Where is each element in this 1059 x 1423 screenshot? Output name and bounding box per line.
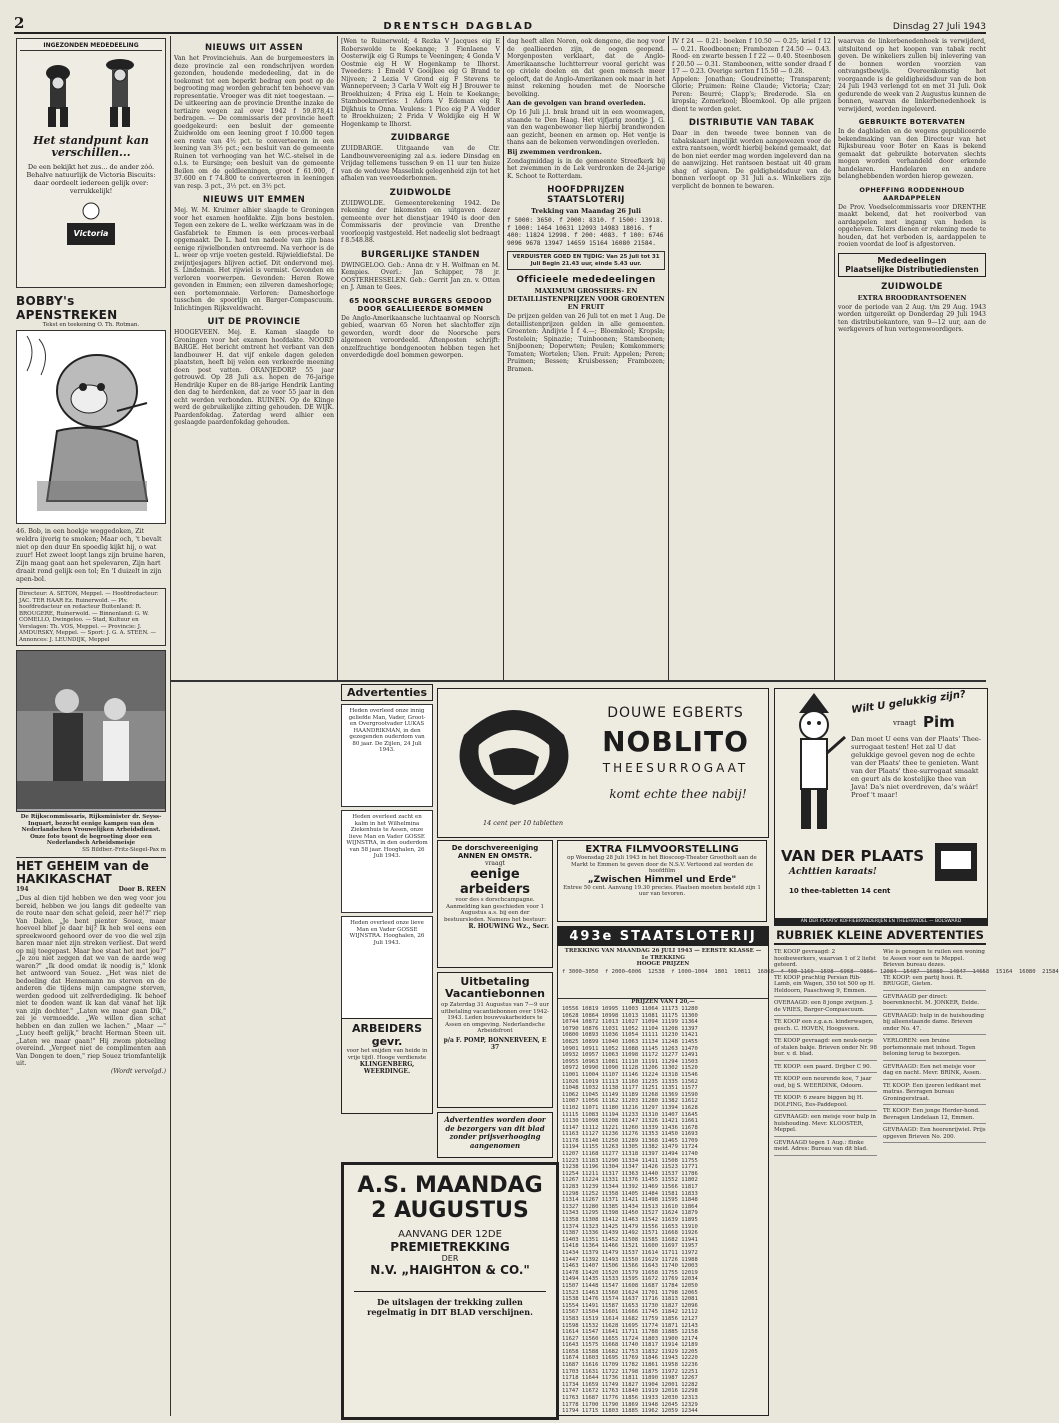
- haighton-line1: A.S. MAANDAG: [357, 1173, 543, 1198]
- column-rule: [834, 36, 835, 680]
- bobby-verse: 46. Bob, in een hoekje weggedoken, Zit weldra ijverig te smoken; Maar och, 't bevalt niet op den duur En spoedig kijkt hij, o wat zuur! Het zweet loopt langs zijn bruine haren, Zijn maag gaat aan het spelevaren, Zijn hart draait rond gelijk een tol; En 'I duizelt in zijn apen-bol.: [16, 527, 166, 583]
- uitbetaling-sign: p/a F. POMP, BONNERVEEN, E 37: [443, 1036, 547, 1051]
- classified-ad: GEVRAAGD: Een heerenrijwiel. Prijs opgeven Brieven No. 200.: [883, 1126, 986, 1143]
- victoria-text: De een bekijkt het zus... de ander zóó. Behalve natuurlijk de Victoria Biscuits: daar oordeelt iedereen gelijk over: verrukkelijk!: [26, 163, 156, 195]
- serial-block: [16, 857, 166, 1075]
- classified-ad: GEVRAAGD: Een net meisje voor dag en nacht. Mevr. BRINK, Assen.: [883, 1063, 986, 1080]
- heading-hoofdprijzen: HOOFDPRIJZEN STAATSLOTERIJ: [547, 185, 625, 205]
- loterij-number-grid: 10556 10819 10995 11003 11064 11173 11280 10628 10864 10998 11013 11081 11175 11300 10744 10872 11013 11027 11094 11199 11364 10790 10876 11031 11052 11104 11208 11397 10800 10893 11036 11054 11111 11230 11421 10825 10899 11040 11063 11134 11248 11455 10901 10911 11052 11088 11145 11263 11470 10932 10957 11063 11098 11172 11277 11491 10955 10963 11081 11110 11191 11294 11503 10972 10990 11090 11128 11206 11302 11520 11001 11004 11107 11146 11224 11318 11546 11026 11019 11113 11160 11235 11335 11562 11048 11032 11138 11177 11251 11351 11577 11062 11045 11149 11189 11268 11369 11590 11087 11056 11162 11203 11280 11382 11612 11102 11071 11180 11216 11297 11394 11628 11115 11083 11194 11233 11310 11407 11645 11130 11098 11208 11247 11326 11421 11661 11147 11112 11221 11260 11339 11436 11678 11163 11127 11236 11276 11353 11450 11693 11178 11140 11250 11289 11368 11465 11709 11194 11155 11263 11305 11382 11479 11724 11207 11168 11277 11318 11397 11494 11740 11223 11183 11290 11334 11411 11508 11755 11238 11196 11304 11347 11426 11523 11771 11254 11211 11317 11363 11440 11537 11786 11267 11224 11331 11376 11455 11552 11802 11283 11239 11344 11392 11469 11566 11817 11298 11252 11358 11405 11484 11581 11833 11314 11267 11371 11421 11498 11595 11848 11327 11280 11385 11434 11513 11610 11864 11343 11295 11398 11450 11527 11624 11879 11358 11308 11412 11463 11542 11639 11895 11374 11323 11425 11479 11556 11653 11910 11387 11336 11439 11492 11571 11668 11926 11403 11351 11452 11508 11585 11682 11941 11418 11364 11466 11521 11600 11697 11957 11434 11379 11479 11537 11614 11711 11972 11447 11392 11493 11550 11629 11726 11988 11463 11407 11506 11566 11643 11740 12003 11478 11420 11520 11579 11658 11755 12019 11494 11435 11533 11595 11672 11769 12034 11507 11448 11547 11608 11687 11784 12050 11523 11463 11560 11624 11701 11798 12065 11538 11476 11574 11637 11716 11813 12081 11554 11491 11587 11653 11730 11827 12096 11567 11504 11601 11666 11745 11842 12112 11583 11519 11614 11682 11759 11856 12127 11598 11532 11628 11695 11774 11871 12143 11614 11547 11641 11711 11788 11885 12158 11627 11560 11655 11724 11803 11900 12174 11643 11575 11668 11740 11817 11914 12189 11658 11588 11682 11753 11832 11929 12205 11674 11603 11695 11769 11846 11943 12220 11687 11616 11709 11782 11861 11958 12236 11703 11631 11722 11798 11875 11972 12251 11718 11644 11736 11811 11890 11987 12267 11734 11659 11749 11827 11904 12001 12282 11747 11672 11763 11840 11919 12016 12298 11763 11687 11776 11856 11933 12030 12313 11778 11700 11790 11869 11948 12045 12329 11794 11715 11803 11885 11962 12059 12344: [562, 1006, 698, 1415]
- pim-price: 10 thee-tabletten 14 cent: [789, 887, 891, 895]
- kleine-advertenties: [774, 928, 986, 1414]
- pim-brand: VAN DER PLAATS: [781, 847, 925, 865]
- serial-number: 194: [16, 886, 29, 893]
- loterij-hooge-list: f 3000—3050 f 2000—6006 12538 f 1000—1004 1801 10811 16868 f 400—1160 1598 6968 9866 12084 15487 16080 14047 14658 15164 16080 21584: [558, 968, 768, 999]
- article-maximum-prijzen: De prijzen gelden van 26 Juli tot en met 1 Aug. De detaillistenprijzen gelden in alle gemeenten. Groenten: Andijvie I f 4.—; Bloemkool; Kropsla; Postelein; Spinazie; Tuinboonen; Stamboonen; Snijboonen; Doperwten; Peulen; Komkommers; Tomaten; Wortelen; Uien. Fruit: Appelen; Peren; Pruimen; Bessen; Kruisbessen; Frambozen; Bramen.: [507, 313, 665, 373]
- haighton-footer: De uitslagen der trekking zullen regelmatig in DIT BLAD verschijnen.: [354, 1291, 546, 1317]
- victoria-brand: Victoria: [73, 229, 109, 238]
- loterij-title: 493e STAATSLOTERIJ: [558, 927, 768, 946]
- noblito-subtitle: THEESURROGAAT: [602, 761, 749, 775]
- heading-verdronken: Bij zwemmen verdronken.: [507, 147, 602, 156]
- victoria-ad: [16, 38, 166, 288]
- haighton-line3: AANVANG DER 12DE: [398, 1229, 502, 1240]
- article-aardappelen: De Prov. Voedselcommissaris voor DRENTHE maakt bekend, dat het rooiverbod van aardappelen met ingang van heden is opgeheven. Telers dienen er rekening mede te houden, dat het verboden is, aardappelen te rooien voordat de loof is afgestorven.: [838, 203, 986, 248]
- pim-name: Pim: [923, 713, 955, 731]
- heading-noorsche-burgers: 65 NOORSCHE BURGERS GEDOOD DOOR GEALLIEERDE BOMMEN: [349, 296, 492, 313]
- colofon: Directeur: A. SETON, Meppel. — Hoofdredacteur: JAC. TER HAAR Ez. Ruinerwold. — Plv. hoofdredacteur en redacteur Buitenland: R. BROUGERE, Ruinerwold. — Binnenland: G. W. COMELLO, Dwingeloo. — Stad, Kultuur en Verslagen: Th. VOS, Meppel. — Provincie: J. AMDURSKY, Meppel. — Sport: J. G. A. STEEN. — Annonces: J. LEUNDIJK, Meppel: [16, 588, 166, 646]
- distributie-subtitle: Plaatselijke Distributiediensten: [845, 264, 979, 274]
- classified-ad: TE KOOP: een partij hooi. R. BRUGGE, Gieten.: [883, 974, 986, 991]
- bobby-title: BOBBY's APENSTREKEN: [16, 294, 118, 322]
- tabak-vervolg: waarvan de linkerbenedenhoek is verwijderd, uitsluitend op het koopen van tabak recht geven. De winkeliers zullen bij inlevering van de bonnen worden voorzien van ontvangstbewijs. Overeenkomstig het voorgaande is de geldigheidsduur van de bon 24 Juli 1943 verlengd tot en met 31 Juli. Ook gedurende de week van 2 Augustus kunnen de bonnen, waarvan de linkerbenedenhoek is verwijderd, worden ingeleverd.: [838, 38, 986, 113]
- haighton-ad: [341, 1162, 559, 1420]
- heading-zuidwolde-brood: ZUIDWOLDE: [881, 281, 943, 292]
- article-broodrantsoenen: voor de periode van 2 Aug. t/m 29 Aug. 1943 worden uitgereikt op Donderdag 29 Juli 1943 ten distributiekantore, van 9—12 uur, aan de werkgevers of hun vertegenwoordigers.: [838, 303, 986, 333]
- page-header: [14, 14, 986, 34]
- haighton-line4: PREMIETREKKING: [390, 1240, 510, 1254]
- advertenties-title: Advertenties: [341, 684, 433, 701]
- uitbetaling-title: Uitbetaling Vacantiebonnen: [445, 975, 545, 1000]
- pim-ad: [774, 688, 988, 926]
- loterij-subtitle: TREKKING VAN MAANDAG 26 JULI 1943 — EERSTE KLASSE — 1e TREKKING: [564, 948, 762, 961]
- uitbetaling-ad: [437, 972, 553, 1108]
- bezorgers-text: Advertenties worden door de bezorgers van dit blad zonder prijsverhooging aangenomen: [444, 1115, 546, 1150]
- classified-ad: TE KOOP gevraagd: een neuk-nerje of stalen bakje. Brieven onder Nr. 98 bur. v. d. blad.: [774, 1037, 877, 1061]
- dorsch-title: De dorschvereeniging ANNEN EN OMSTR.: [451, 844, 539, 860]
- pim-question: Wilt U gelukkig zijn?: [850, 689, 967, 716]
- classified-ad: TE KOOP: Een ijzeren ledikant met matras. Bevragen bureau Groningerstraat.: [883, 1082, 986, 1106]
- rubriek-list: [774, 948, 986, 1156]
- arbeiders-title: ARBEIDERS gevr.: [351, 1022, 422, 1048]
- article-provincie: HOOGEVEEN. Mej. E. Kaman slaagde te Groningen voor het examen hoofdakte. NOORD BARGE. Het bericht omtrent het verbant van den landbouwer H. dat vijf enkele dagen geleden plaatsten, heeft bij velen een verkeerde meening doen post vatten. ORANJEDORP. 55 jaar getrouwd. Op 28 Juli a.s. hopen de 76-jarige Hendrikje Kuper en de 88-jarige Hendrik Lanting den dag te herdenken, dat ze voor 55 jaar in den echt werden verbonden. RUINEN. Op de Klinge werd de gebruikelijke zitting gehouden. DE WIJK. Paardenfokdag. Zaterdag werd alhier een geslaagde paardenfokdag gehouden.: [174, 329, 334, 426]
- film-text: op Woensdag 28 Juli 1943 in het Bioscoop-Theater Grootholt aan de Markt te Emmen te geven door de N.S.V. Vertoond zal worden de hoofdfilm: [567, 855, 757, 874]
- masthead: DRENTSCH DAGBLAD: [383, 21, 535, 32]
- heading-tabak: DISTRIBUTIE VAN TABAK: [688, 118, 815, 128]
- classified-ad: TE KOOP: 6 zware biggen bij H. DOLFING, Ees-Paddepool.: [774, 1094, 877, 1111]
- heading-zuidbarge: ZUIDBARGE: [390, 133, 451, 143]
- pim-footer: AN DER PLAATS' KOFFIEBRANDERIJEN EN THEEHANDEL — BOLSWARD: [775, 918, 987, 925]
- serial-continued: (Wordt vervolgd.): [110, 1067, 166, 1075]
- noblito-ad: [437, 688, 769, 838]
- arbeiders-ad: [341, 1018, 433, 1114]
- verduister-box: VERDUISTER GOED EN TIJDIG: Van 25 Juli tot 31 Juli Begin 21.43 uur, einde 5.43 uur.: [507, 251, 665, 270]
- pim-slogan: Achttien karaats!: [789, 867, 877, 877]
- heading-provincie: UIT DE PROVINCIE: [207, 317, 301, 327]
- film-entree: Entree 50 cent. Aanvang 19.30 precies. Plaatsen moeten besteld zijn 1 uur van tevoren.: [563, 884, 761, 897]
- column-6: [838, 38, 986, 678]
- haighton-line6: N.V. „HAIGHTON & CO.": [370, 1263, 530, 1277]
- family-notices: [341, 684, 433, 1014]
- classified-ad: GEVRAAGD tegen 1 Aug.: flinke meid. Adres: Bureau van dit blad.: [774, 1139, 877, 1156]
- paardenfok-results: [Wen te Ruinerwold; 4 Rezka V Jacques eig E Roberswolde te Koekange; 3 Fienlaene V Oosterwijk eig G Rumps te Veeningen; 4 Gonda V Oostmie eig H W Hogenkamp te Ilhorst. Tweeders: 1 Emeld V Gooijkee eig G Brand te Nijveen; 2 Lezia V Grond eig F Stevens te Wanneperveen; 3 Carla V Wolt eig H J Brouwer te Broekhuizen; 4 Frixa eig L Hein te Koekange; Stamboekmerries: 1 Adora V Edeman eig R Dijkhuis te Onna. Veulens: 1 Pico eig P A Vedder te Broekhuizen; 2 Frida V Woldijke eig H W Hogenkamp te Ilhorst.: [341, 38, 500, 128]
- article-burgerlijke-standen: DWINGELOO. Geb.: Anna dr. v H. Wolfman en M. Kempies. Overl.: Jan Schipper, 78 jr. OOSTERHESSELEN. Geb.: Gerrit Jan zn. v. Otten en J. Aman te Gees.: [341, 261, 500, 291]
- heading-officieele: Officieele mededeelingen: [516, 275, 656, 285]
- hoofdprijzen-list: f 5000: 3650. f 2000: 8310. f 1500: 13918. f 1000: 1464 10631 12093 14983 18016. f 400: 11824 12998. f 200: 4083. f 100: 6746 9096 9678 13947 14659 15164 16080 21584.: [507, 217, 664, 247]
- pim-vraagt: vraagt: [893, 719, 916, 727]
- article-tabak: Daar in den tweede twee bonnen van de tabakskaart ingelijkt worden aangewezen voor de extra rantsoen, wordt hierbij bekend gemaakt, dat de bon niet eerder mag worden ingeleverd dan na de aanwijzing. Het rantsoen bestaat uit 40 gram shag of sigaren. De geldigheidsduur van de bonnen verloopt op 31 Juli a.s. Winkeliers zijn verplicht de bonnen te bewaren.: [672, 130, 831, 190]
- article-botervaten: In de dagbladen en de wegens gepubliceerde bekendmaking van den Directeur van het Rijksbureau voor Boter en Kaas is bekend gemaakt dat gebruikte botervaten slechts mogen worden verhandeld door erkende handelaren. Handelaren en andere belanghebbenden worden hierop gewezen.: [838, 128, 986, 180]
- two-men-illustration: [20, 51, 162, 131]
- issue-date: Dinsdag 27 Juli 1943: [892, 22, 986, 32]
- noblito-brand: DOUWE EGBERTS: [607, 705, 744, 721]
- classified-ad: GEVRAAGD: hulp in de huishouding bij alleenstaande dame. Brieven onder No. 47.: [883, 1012, 986, 1036]
- noblito-name: NOBLITO: [602, 725, 749, 758]
- classified-ad: Wie is genegen te ruilen een woning te Assen voor een te Meppel. Brieven bureau dezes.: [883, 948, 986, 972]
- classified-ad: OVERAAGD: een 8 jonge zwijnen. J. de VRIES, Barger-Compascuum.: [774, 999, 877, 1016]
- article-verdronken: Zondagmiddag is in de gemeente Streefkerk bij het zwemmen in de Lek verdronken de 24-jarige K. Schoot te Rotterdam.: [507, 157, 665, 180]
- film-name: „Zwischen Himmel und Erde": [587, 874, 737, 885]
- arbeiders-sign: KLINGENBERG, WEERDINGE.: [359, 1061, 415, 1075]
- classified-ad: TE KOOP prachtig Persian Rib-Lamb, ein Wagen, 350 tot 500 op H. Heldoorn, Paaschweg 9, Emmen.: [774, 974, 877, 998]
- pim-mascot-illustration: [779, 693, 849, 843]
- prijslijst-vervolg: IV f 24 — 0.21: boeken f 10.50 — 0.25; kriel f 12 — 0.21. Roodboonen; Frambozen f 24.50 — 0.43. Rood- en zwarte bessen I f 22 — 0.40. Steenbosen f 20.50 — 0.31. Stamboonen, witte sonder draad f 17 — 0.23. Overige sorten f 15.50 — 0.28.: [672, 38, 831, 75]
- photo-credit: SS Bildber.-Fritz-Siegel-Pax m: [82, 846, 166, 853]
- classified-ad: GEVRAAGD per direct: boerenknecht. M. JONKER, Eelde.: [883, 993, 986, 1010]
- article-zuidwolde: ZUIDWOLDE. Gemeenterekening 1942. De rekening der inkomsten en uitgaven dezer gemeente over het dienstjaar 1940 is door den Commissaris der provincie van Drenthe voorloopig vastgesteld. Het nadeelig slot bedraagt f 8.548.88.: [341, 199, 500, 244]
- heading-emmen: NIEUWS UIT EMMEN: [202, 195, 306, 205]
- heading-aardappelen: OPHEFFING RODDENHOUD AARDAPPELEN: [859, 185, 965, 202]
- classified-ad: TE KOOP een z.g.a.n. kinderwagen, gesch. C. HOVEN, Hoogeveen.: [774, 1018, 877, 1035]
- photo-caption: De Rijkscommissaris, Rijksminister dr. Seyss-Inquart, bezocht eenige kampen van den Nederlandschen Vrouwelijken Arbeidsdienst. Onze foto toont de begroeting door een Nederlandsch Arbeidsmeisje: [20, 814, 162, 846]
- classified-ad: TE KOOP gevraagd: 2 hooibewerkers, waarvan 1 of 2 liefst geteerd.: [774, 948, 877, 972]
- pim-text: Dan moet U eens van der Plaats' Thee-surrogaat testen! Het zal U dat gelukkige gevoel geven nog de echte van der Plaats' thee te genieten. Want van der Plaats' thee-surrogaat smaakt en geurt als de kostelijke thee van Java! Da's niet overdreven, da's wáár! Proef 't maar!: [851, 735, 982, 799]
- bobby-credit: Tekst en teekening O. Th. Rotman.: [42, 322, 140, 328]
- column-4: [507, 38, 665, 678]
- heading-brand: Aan de gevolgen van brand overleden.: [507, 99, 646, 107]
- column-5: [672, 38, 831, 678]
- uitbetaling-text: op Zaterdag 31 Augustus van 7—9 uur uitbetaling vacantiebonnen over 1942-1943. Leden bouwvakarbeiders te Assen en omgeving. Nederlandsche Arbeidsfront: [441, 1002, 549, 1034]
- notice-wijnstra-1: Heden overleed zacht en kalm in het Wilhelmina Ziekenhuis te Assen, onze lieve Man en Vader GOSSE WIJNSTRA, in den ouderdom van 58 jaar. Hooghalen, 26 Juli 1943.: [341, 810, 433, 913]
- article-zuidbarge: ZUIDBARGE. Uitgaande van de Ctr. Landbouwvereeniging zal a.s. iedere Dinsdag en Vrijdag tellemens tusschen 9 en 11 uur ten huize van de weduwe Masselink gelegenheid zijn tot het afhalen van veevoederbonnen.: [341, 145, 500, 182]
- subheading-broodrantsoenen: EXTRA BROODRANTSOENEN: [857, 293, 967, 302]
- film-title: EXTRA FILMVOORSTELLING: [585, 844, 739, 855]
- film-ad: [557, 840, 767, 922]
- bezorgers-ad: [437, 1112, 553, 1158]
- dorsch-vraagt: vraagt: [485, 860, 505, 867]
- rubriek-title: RUBRIEK KLEINE ADVERTENTIES: [774, 928, 986, 945]
- dorsch-ad: [437, 840, 553, 968]
- loterij-prijzen-label: PRIJZEN VAN f 20,—: [631, 998, 695, 1005]
- classified-ad: VERLOREN: een bruine portemonnaie met inhoud. Tegen beloning terug te bezorgen.: [883, 1037, 986, 1061]
- haighton-line5: DER: [441, 1254, 459, 1263]
- serial-author: Door B. REEN: [118, 886, 166, 893]
- news-photo: [16, 650, 166, 812]
- column-rule: [668, 36, 669, 680]
- notice-haandrikman: Heden overleed onze innig geliefde Man, Vader, Groot- en Overgrootvader LUKAS HAANDRIKMAN, in den gezegenden ouderdom van 80 jaar. De Zijlen, 24 Juli 1943.: [341, 704, 433, 807]
- classified-ad: GEVRAAGD: een meisje voor hulp in huishouding. Mevr. KLOOSTER, Meppel.: [774, 1113, 877, 1137]
- victoria-box-illustration: [55, 201, 127, 249]
- noblito-emblem: [444, 695, 584, 815]
- prijslijst-fruit: Appelen: Jonathan; Goudreinette; Transparent; Glorie; Pruimen: Reine Claude; Victoria; Czar; Peren: Beurré; Clapp's; Brederode. Sla en kropsla; Zomerkool; Bloemkool. Op alle prijzen dient te worden gelet.: [672, 75, 831, 113]
- notice-wijnstra-2: Heden overleed onze lieve Man en Vader GOSSE WIJNSTRA. Hooghalen, 26 Juli 1943.: [341, 916, 433, 1019]
- arbeiders-text: voor het snijden van heide in vrije tijd). Hooge verdienste: [346, 1048, 428, 1061]
- distributie-box: [838, 253, 986, 277]
- serial-text: „Dus al dien tijd hebben we den weg voor jou bereid, hebben we jou langs dit gedeelte van de route naar den schat geleid, zeer hé!?" riep Van Dalen. „Je bent pienter Souez, maar hoeveel blief je daar bij? Ik heb wel eens een spreekwoord gehoord over de voo die wel zijn haren maar niet zijn streken verliest. Dat werd op mij toegepast. Maar hoe staat het met jou?" „Je zou niet zeggen dat we van de aarde weg waren?" „Ik dood omdat ik noodig is," klonk het antwoord van Souez. „Het was niet de bedoeling dat Hennemann nu sterven en de anderen die tijdens mijn campagne sterven, werden gedood uit zelfverdediging. Ik behoef niet te dooden want ik kan dat vanaf het lijk van zijn dochter." „Laten we maar gaan Dik," zei je vermoedde. „We willen dien schat hebben en dan zullen we lachen." „Maar —" „Lucy heeft gelijk," bracht Herman Steen uit. „Laten we maar gaan!" Hij zwom plotseling overeind. „Vergeet niet de complimenten aan Van Dongen te doen," riep Souez triomfantelijk uit.: [16, 895, 166, 1067]
- column-1: [16, 38, 166, 1416]
- heading-assen: NIEUWS UIT ASSEN: [204, 43, 304, 53]
- subheading-hoofdprijzen: Trekking van Maandag 26 Juli: [531, 207, 641, 215]
- haighton-line2: 2 AUGUSTUS: [371, 1198, 529, 1223]
- serial-title: HET GEHEIM van de HAKIKASCHAT: [16, 859, 149, 886]
- article-brand: Op 16 Juli j.l. brak brand uit in een woonwagen, staande te Den Haag. Het vijfjarig zoontje J. G. van den wagenbewoner liep hierbij brandwonden aan gezicht, beenen en armen op. Het ventje is thans aan de bekomen verwondingen overleden.: [507, 109, 665, 146]
- column-2: [174, 38, 334, 1416]
- ad-label: INGEZONDEN MEDEDEELING: [20, 42, 162, 51]
- article-norway-continued: dag heeft allen Noren, ook dengene, die nog voor de geallieerden zijn, de oogen geopend. Morgenposten verklaart, dat de Anglo-Amerikaansche luchtterreur vooral gericht was op civiele doelen en dat geen mensch meer gelooft, dat de Anglo-Amerikanen ook maar in het minst rekening houden met de Noorsche bevolking.: [507, 38, 665, 98]
- heading-botervaten: GEBRUIKTE BOTERVATEN: [858, 118, 966, 126]
- dorsch-big: eenige arbeiders: [459, 867, 531, 897]
- column-rule: [170, 36, 171, 1416]
- page-number: 2: [14, 14, 25, 32]
- victoria-headline: Het standpunt kan verschillen...: [33, 134, 149, 159]
- subheading-maximum-prijzen: MAXIMUM GROSSIERS- EN DETAILLISTENPRIJZEN VOOR GROENTEN EN FRUIT: [507, 287, 665, 311]
- heading-zuidwolde: ZUIDWOLDE: [389, 187, 452, 198]
- article-noorsche-burgers: De Anglo-Amerikaansche luchtaanval op Noorsch gebied, waarvan 65 Noren het slachtoffer zijn geworden, wordt door de Noorsche pers algemeen veroordeeld. Aftenposten schrijft: onzelfzuchtige bondgenooten hebben tegen het onverdedigde doel bommen geworpen.: [341, 314, 500, 359]
- tea-package-icon: [931, 839, 981, 885]
- article-emmen: Mej. W. M. Kruimer alhier slaagde te Groningen voor het examen hoofdakte. Zijn bons bestolen. Tegen een zekere de L. welke werkzaam was in de Gasfabriek te Emmen is een proces-verbaal opgemaakt. De L. had ten nadeele van zijn baas eenige rijwielbonden ontvreemd. Na verhoor is de L. weer op vrije voeten gesteld. Rijwieldiefstal. De zwijntjesjagers blijven actief. Dit ondervond mej. S. Lindeman. Het rijwiel is vermist. Gevonden en verloren voorwerpen. Gevonden: Heren Rowe gevonden in Emmen; een zilveren dameshorloge; een portemonnaie. Verloren: Dameshorloge tusschen de spoorlijn en Barger-Compascuum. Inlichtingen Rijksveldwacht.: [174, 207, 334, 312]
- column-3: [341, 38, 500, 678]
- noblito-slogan: komt echte thee nabij!: [609, 787, 747, 801]
- heading-burgerlijke-standen: BURGERLIJKE STANDEN: [361, 249, 480, 260]
- article-assen: Van het Provinciehuis. Aan de burgemeesters in deze provincie zal een rondschrijven worden gezonden, houdende mededeeling, dat in de toekomst tot een beperkt bedrag een post op de begrooting mag worden gebracht ten behoeve van representatie. Vroeger was dit niet toegestaan. — De uitkeering aan de provincie Drenthe inzake de tertiaire wegen zal over 1942 f 59.878,41 bedragen. — De commissaris der provincie heeft goedgekeurd: een besluit der gemeente Zuidwolde om een leening groot f 10.000 tegen een rente van 4½ pct. te converteeren in een leening van 3½ pct.; een besluit van de gemeente Ruinen tot verhooging van het W.C.-stelsel in de o.l.s. te Eursinge; een besluit van de gemeente Beilen om de geldleeningen, groot f 61.900, f 37.600 en f 74.800 te converteeren in leeningen van resp. 3 pct., 3½ pct. en 3½ pct.: [174, 55, 334, 190]
- column-rule: [337, 36, 338, 680]
- distributie-title: Mededeelingen: [877, 255, 947, 265]
- column-rule: [503, 36, 504, 680]
- dorsch-text: voor des s dorschcampagne. Aanmelding kan geschieden voor 1 Augustus a.s. bij een der bestuursleden. Namens het bestuur:: [444, 897, 546, 923]
- classified-ad: TE KOOP: Een jonge Herder-hond. Bevragen Lindelaan 12, Emmen.: [883, 1107, 986, 1124]
- loterij-hooge: HOOGE PRIJZEN: [636, 961, 690, 967]
- bobby-cartoon: [16, 330, 166, 524]
- dorsch-sign: R. HOUWING Wz., Secr.: [468, 923, 549, 930]
- classified-ad: TE KOOP: een paard. Drijber C 90.: [774, 1063, 877, 1074]
- classified-ad: TE KOOP een neurende koe, 7 jaar oud, bij S. WEERDINK, Odoorn.: [774, 1075, 877, 1092]
- noblito-price: 14 cent per 10 tabletten: [482, 819, 564, 827]
